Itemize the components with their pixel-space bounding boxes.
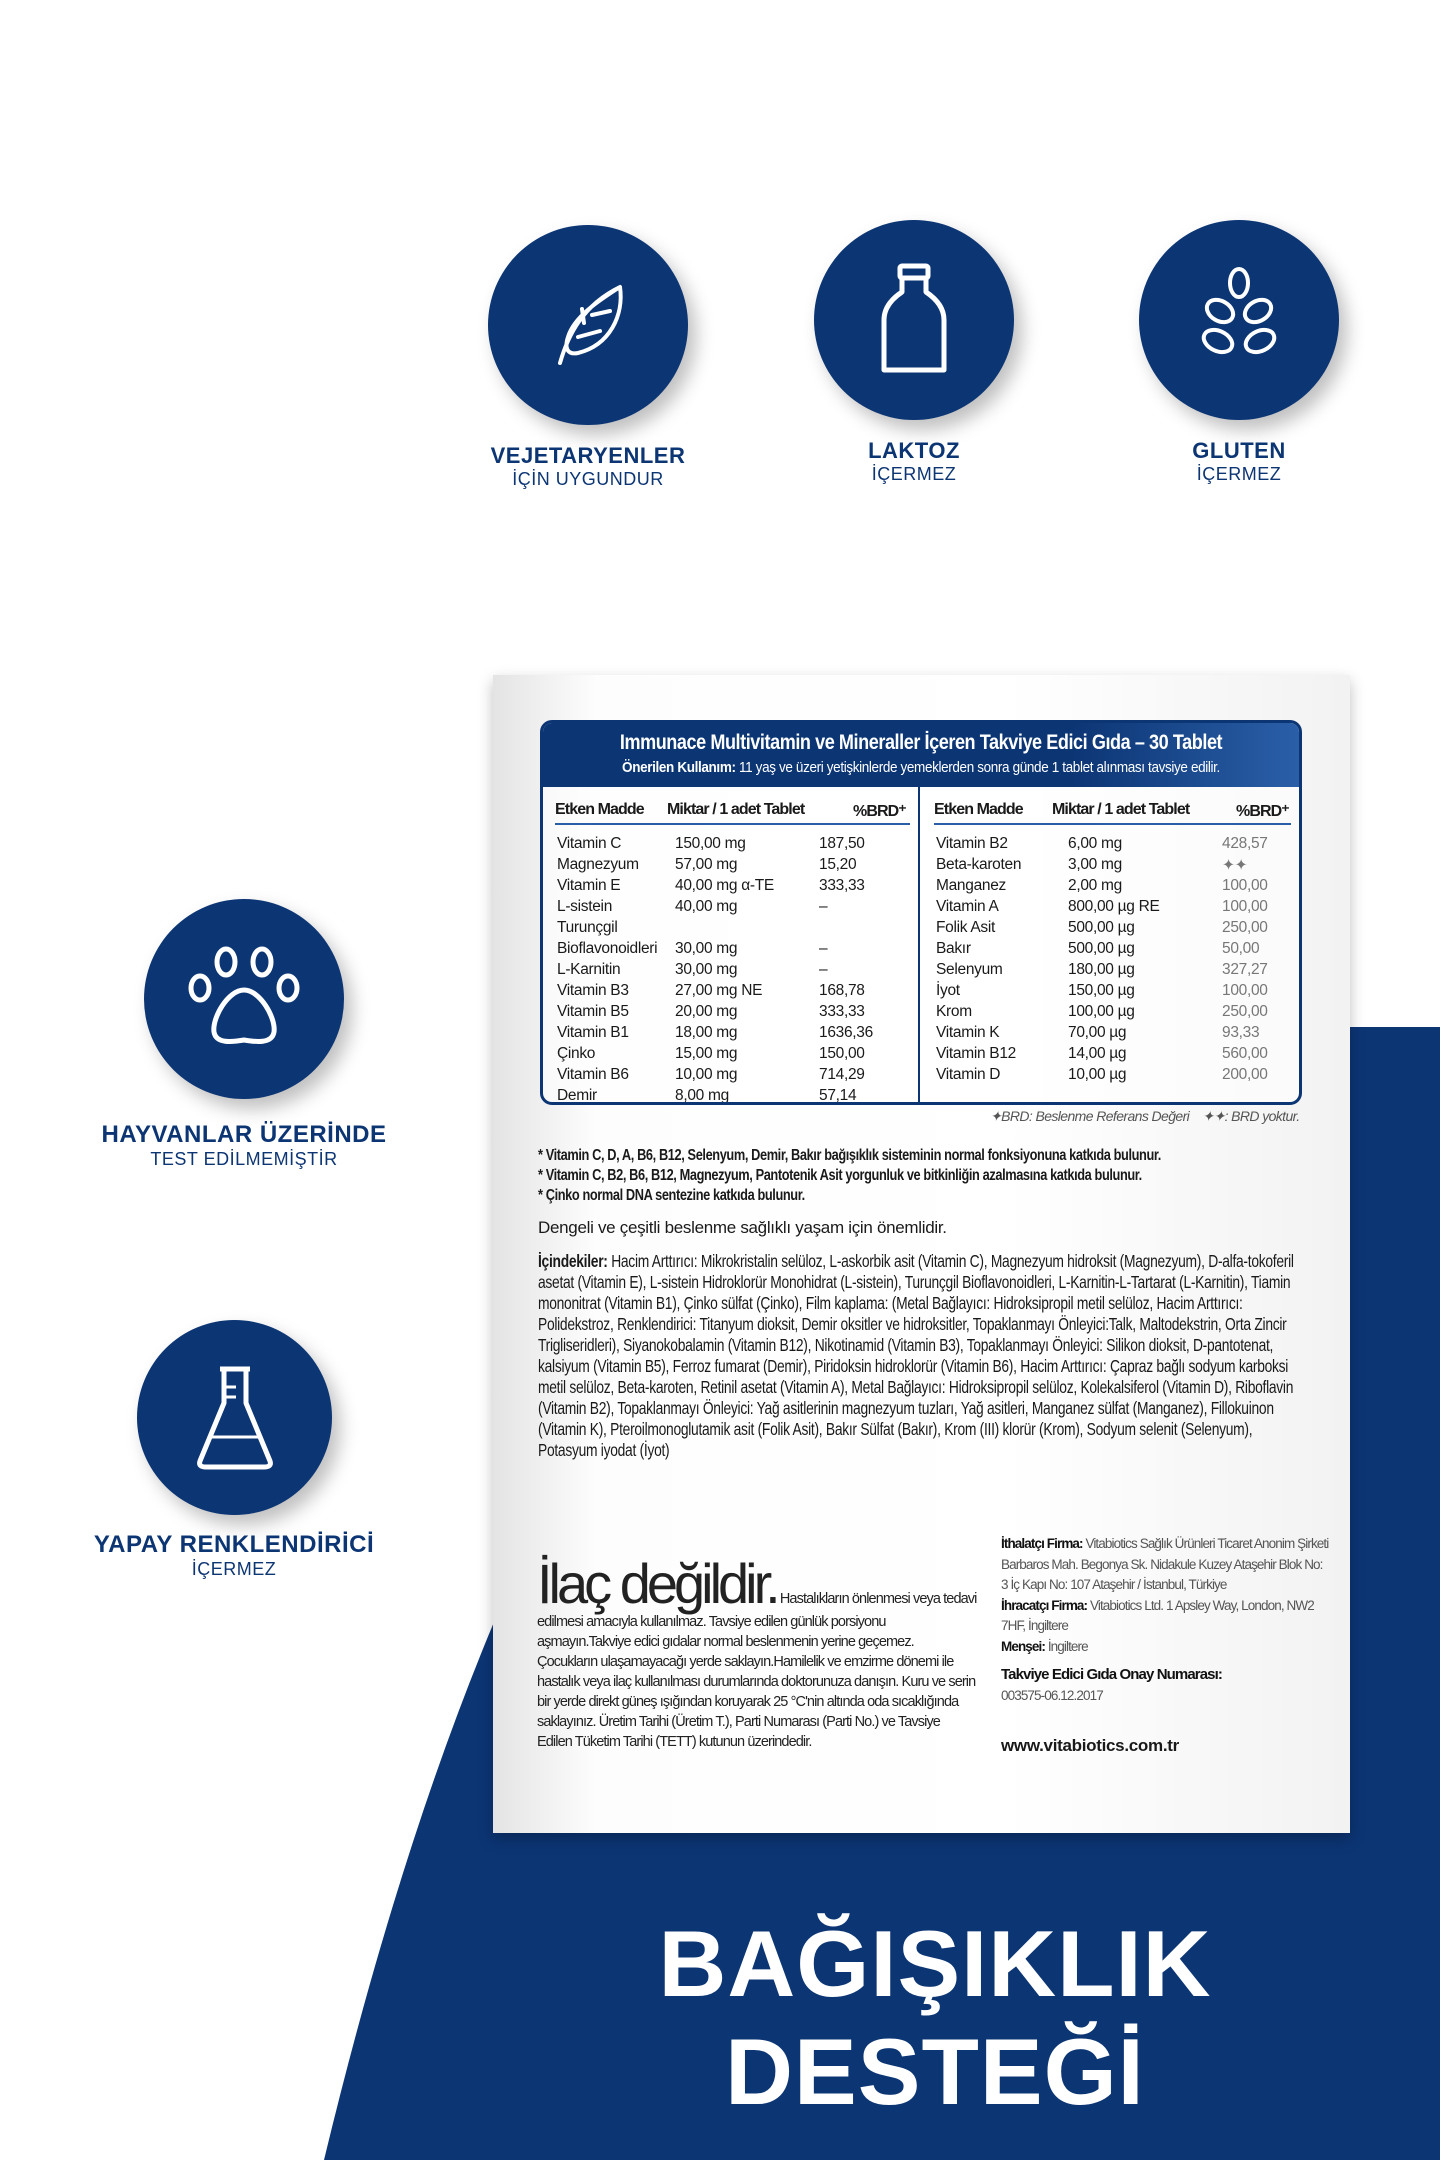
column-header: Etken Madde xyxy=(934,801,1023,818)
badge-subtitle: İÇİN UYGUNDUR xyxy=(512,469,664,489)
brd-percent: 100,00 xyxy=(1222,982,1268,999)
table-row xyxy=(557,982,910,1003)
amount: 150,00 µg xyxy=(1068,982,1135,999)
ingredient-name: L-sistein xyxy=(557,898,613,915)
ingredient-name: Vitamin B2 xyxy=(936,835,1008,852)
column-headers xyxy=(555,799,910,825)
product-title: Immunace Multivitamin ve Mineraller İçeren Takviye Edici Gıda – 30 Tablet xyxy=(619,731,1223,754)
not-drug-heading: İlaç değildir. xyxy=(537,1552,777,1615)
no-artificial-colour-badge xyxy=(137,1320,332,1515)
table-header xyxy=(543,723,1299,787)
ingredient-name: Çinko xyxy=(557,1045,596,1062)
ingredient-name: Vitamin B5 xyxy=(557,1003,629,1020)
column-header: Etken Madde xyxy=(555,801,644,818)
importer-label: İthalatçı Firma: xyxy=(1001,1536,1083,1551)
amount: 800,00 µg RE xyxy=(1068,898,1160,915)
lactose-free-badge xyxy=(814,220,1014,420)
table-row xyxy=(936,1024,1291,1045)
brd-footnote: ✦BRD: Beslenme Referans Değeri ✦✦: BRD yoktur. xyxy=(990,1108,1300,1124)
ingredient-name: Turunçgil xyxy=(557,919,618,936)
badge-title: YAPAY RENKLENDİRİCİ xyxy=(93,1531,375,1558)
milk-bottle-icon xyxy=(864,260,964,380)
brd-percent: 250,00 xyxy=(1222,1003,1268,1020)
ingredient-name: Selenyum xyxy=(936,961,1003,978)
amount: 150,00 mg xyxy=(675,835,746,852)
ingredient-name: Vitamin A xyxy=(936,898,999,915)
amount: 2,00 mg xyxy=(1068,877,1122,894)
amount: 500,00 µg xyxy=(1068,919,1135,936)
ingredients xyxy=(538,1251,1308,1461)
vegetarian-label xyxy=(408,443,768,490)
usage-value: 11 yaş ve üzeri yetişkinlerde yemeklerden sonra günde 1 tablet alınması tavsiye edilir. xyxy=(735,759,1220,776)
ingredient-name: Vitamin B3 xyxy=(557,982,629,999)
balance-statement: Dengeli ve çeşitli beslenme sağlıklı yaşam için önemlidir. xyxy=(538,1218,947,1237)
ingredient-name: Vitamin B1 xyxy=(557,1024,629,1041)
brd-percent: 200,00 xyxy=(1222,1066,1268,1083)
badge-title: GLUTEN xyxy=(1192,438,1286,463)
approval-number: 003575-06.12.2017 xyxy=(1001,1687,1103,1703)
amount: 40,00 mg xyxy=(675,898,738,915)
badge-title: LAKTOZ xyxy=(868,438,960,463)
badge-title: HAYVANLAR ÜZERİNDE xyxy=(101,1121,387,1148)
brd-percent: 150,00 xyxy=(819,1045,865,1062)
column-header: %BRD⁺ xyxy=(1236,803,1289,820)
brd-percent: 187,50 xyxy=(819,835,865,852)
ingredient-name: Folik Asit xyxy=(936,919,996,936)
brd-percent: 15,20 xyxy=(819,856,857,873)
table-body xyxy=(936,835,1291,1087)
table-row xyxy=(557,1087,910,1105)
ingredient-name: Vitamin E xyxy=(557,877,621,894)
ingredients-label: İçindekiler: xyxy=(538,1251,608,1271)
warning-text xyxy=(537,1552,977,1752)
amount: 30,00 mg xyxy=(675,961,738,978)
ingredient-name: Beta-karoten xyxy=(936,856,1022,873)
cruelty-free-label xyxy=(64,1121,424,1170)
ingredient-name: Vitamin K xyxy=(936,1024,1000,1041)
origin-value: İngiltere xyxy=(1044,1638,1088,1654)
slogan-heading: BAĞIŞIKLIK DESTEĞİ xyxy=(658,1911,1212,2124)
amount: 180,00 µg xyxy=(1068,961,1135,978)
table-row xyxy=(557,940,910,961)
gluten-free-badge xyxy=(1139,220,1339,420)
lactose-label xyxy=(734,438,1094,485)
brd-percent: 250,00 xyxy=(1222,919,1268,936)
paw-icon xyxy=(184,944,304,1054)
badge-subtitle: İÇERMEZ xyxy=(1196,464,1282,484)
brd-percent: 57,14 xyxy=(819,1087,857,1104)
table-row xyxy=(936,919,1291,940)
table-row xyxy=(936,940,1291,961)
amount: 30,00 mg xyxy=(675,940,738,957)
brd-percent: ✦✦ xyxy=(1222,857,1248,874)
badge-subtitle: TEST EDİLMEMİŞTİR xyxy=(150,1149,338,1169)
table-row xyxy=(936,835,1291,856)
brd-percent: 100,00 xyxy=(1222,877,1268,894)
column-headers xyxy=(934,799,1291,825)
importer-value: Vitabiotics Sağlık Ürünleri Ticaret Anonim Şirketi Barbaros Mah. Begonya Sk. Nidakule Kuzey Ataşehir Blok No: 3 İç Kapı No: 107 Ataşehir / İstanbul, Türkiye xyxy=(1001,1536,1329,1592)
table-body xyxy=(557,835,910,1105)
table-row xyxy=(557,877,910,898)
amount: 10,00 µg xyxy=(1068,1066,1127,1083)
amount: 15,00 mg xyxy=(675,1045,738,1062)
usage-label: Önerilen Kullanım: xyxy=(622,759,736,776)
amount: 8,00 mg xyxy=(675,1087,729,1104)
brd-percent: 560,00 xyxy=(1222,1045,1268,1062)
health-claims xyxy=(538,1146,1308,1206)
column-header: Miktar / 1 adet Tablet xyxy=(1052,801,1190,818)
column-header: Miktar / 1 adet Tablet xyxy=(667,801,805,818)
ingredient-name: Demir xyxy=(557,1087,597,1104)
gluten-label xyxy=(1059,438,1419,485)
amount: 57,00 mg xyxy=(675,856,738,873)
brd-percent: 1636,36 xyxy=(819,1024,873,1041)
amount: 20,00 mg xyxy=(675,1003,738,1020)
company-info xyxy=(1001,1534,1331,1706)
ingredient-name: Magnezyum xyxy=(557,856,639,873)
exporter-label: İhracatçı Firma: xyxy=(1001,1597,1088,1613)
exporter-value: Vitabiotics Ltd. 1 Apsley Way, London, NW2 7HF, İngiltere xyxy=(1001,1597,1314,1633)
claim: * Vitamin C, B2, B6, B12, Magnezyum, Pantotenik Asit yorgunluk ve bitkinliğin azalmasına katkıda bulunur. xyxy=(538,1167,1142,1184)
amount: 70,00 µg xyxy=(1068,1024,1127,1041)
ingredient-name: Vitamin B6 xyxy=(557,1066,629,1083)
ingredients-text: Hacim Arttırıcı: Mikrokristalin selüloz, L-askorbik asit (Vitamin C), Magnezyum hidroksit (Magnezyum), D-alfa-tokoferil asetat (Vitamin E), L-sistein Hidroklorür Monohidrat (L-sistein), Turunçgil Bioflavonoidleri, L-Karnitin-L-Tartarat (L-Karnitin), Tiamin mononitrat (Vitamin B1), Çinko sülfat (Çinko), Film kaplama: (Metal Bağlayıcı: Hidroksipropil metil selüloz, Hacim Arttırıcı: Polidekstroz, Renklendirici: Titanyum dioksit, Demir oksitler ve hidroksitler, Topaklanmayı Önleyici:Talk, Maltodekstrin, Orta Zincir Trigliseridleri), Siyanokobalamin (Vitamin B12), Nikotinamid (Vitamin B3), Topaklanmayı Önleyici: Silikon dioksit, D-pantotenat, kalsiyum (Vitamin B5), Ferroz fumarat (Demir), Piridoksin hidroklorür (Vitamin B6), Hacim Arttırıcı: Çapraz bağlı sodyum karboksi metil selüloz, Beta-karoten, Retinil asetat (Vitamin A), Metal Bağlayıcı: Hidroksipropil selüloz, Kolekalsiferol (Vitamin D), Riboflavin (Vitamin B2), Topaklanmayı Önleyici: Yağ asitlerinin magnezyum tuzları, Yağ asitleri, Manganez sülfat (Manganez), Fillokuinon (Vitamin K), Pteroilmonoglutamik asit (Folik Asit), Bakır Sülfat (Bakır), Krom (III) klorür (Krom), Sodyum selenit (Selenyum), Potasyum iyodat (İyot) xyxy=(538,1251,1294,1460)
flask-icon xyxy=(190,1363,280,1473)
table-row xyxy=(557,1024,910,1045)
amount: 6,00 mg xyxy=(1068,835,1122,852)
brd-percent: – xyxy=(819,898,828,915)
table-row xyxy=(557,1066,910,1087)
table-row xyxy=(936,961,1291,982)
badge-title: VEJETARYENLER xyxy=(490,443,686,468)
amount: 40,00 mg α-TE xyxy=(675,877,774,894)
amount: 18,00 mg xyxy=(675,1024,738,1041)
brd-percent: 428,57 xyxy=(1222,835,1268,852)
table-row xyxy=(936,898,1291,919)
ingredient-name: Vitamin B12 xyxy=(936,1045,1016,1062)
brd-percent: 100,00 xyxy=(1222,898,1268,915)
ingredient-name: Vitamin D xyxy=(936,1066,1001,1083)
no-colour-label xyxy=(54,1531,414,1580)
nutrition-table xyxy=(540,720,1302,1105)
vegetarian-badge xyxy=(488,225,688,425)
ingredient-name: Vitamin C xyxy=(557,835,622,852)
wheat-icon xyxy=(1194,265,1284,375)
table-row xyxy=(557,919,910,940)
brd-percent: 168,78 xyxy=(819,982,865,999)
table-row xyxy=(557,1045,910,1066)
brd-percent: – xyxy=(819,961,828,978)
amount: 3,00 mg xyxy=(1068,856,1122,873)
website-link[interactable]: www.vitabiotics.com.tr xyxy=(1001,1736,1179,1755)
column-header: %BRD⁺ xyxy=(853,803,906,820)
table-row xyxy=(936,1003,1291,1024)
amount: 10,00 mg xyxy=(675,1066,738,1083)
ingredient-name: L-Karnitin xyxy=(557,961,621,978)
table-row xyxy=(936,1045,1291,1066)
brd-percent: 327,27 xyxy=(1222,961,1268,978)
usage-text xyxy=(622,759,1220,776)
brd-percent: 93,33 xyxy=(1222,1024,1260,1041)
table-row xyxy=(557,856,910,877)
origin-label: Menşei: xyxy=(1001,1638,1045,1654)
table-row xyxy=(557,1003,910,1024)
claim: * Vitamin C, D, A, B6, B12, Selenyum, Demir, Bakır bağışıklık sisteminin normal fonksiyonuna katkıda bulunur. xyxy=(538,1147,1161,1164)
brd-percent: 333,33 xyxy=(819,1003,865,1020)
table-right-half xyxy=(922,787,1299,1105)
amount: 14,00 µg xyxy=(1068,1045,1127,1062)
ingredient-name: Manganez xyxy=(936,877,1006,894)
table-row xyxy=(936,856,1291,877)
brd-percent: – xyxy=(819,940,828,957)
brd-percent: 333,33 xyxy=(819,877,865,894)
table-row xyxy=(557,898,910,919)
amount: 27,00 mg NE xyxy=(675,982,763,999)
amount: 100,00 µg xyxy=(1068,1003,1135,1020)
table-row xyxy=(557,961,910,982)
badge-subtitle: İÇERMEZ xyxy=(191,1559,277,1579)
brd-percent: 50,00 xyxy=(1222,940,1260,957)
table-left-half xyxy=(543,787,920,1105)
ingredient-name: Krom xyxy=(936,1003,972,1020)
badge-subtitle: İÇERMEZ xyxy=(871,464,957,484)
ingredient-name: Bioflavonoidleri xyxy=(557,940,658,957)
amount: 500,00 µg xyxy=(1068,940,1135,957)
claim: * Çinko normal DNA sentezine katkıda bulunur. xyxy=(538,1187,805,1204)
warning-body: Hastalıkların önlenmesi veya tedavi edilmesi amacıyla kullanılmaz. Tavsiye edilen günlük porsiyonu aşmayın.Takviye edici gıdalar normal beslenmenin yerine geçemez. Çocukların ulaşamayacağı yerde saklayın.Hamilelik ve emzirme dönemi ile hastalık veya ilaç kullanılması durumlarında doktorunuza danışın. Kuru ve serin bir yerde direkt güneş ışığından koruyarak 25 °C'nin altında oda sıcaklığında saklayınız. Üretim Tarihi (Üretim T.), Parti Numarası (Parti No.) ve Tavsiye Edilen Tüketim Tarihi (TETT) kutunun üzerindedir. xyxy=(537,1591,977,1750)
approval-label: Takviye Edici Gıda Onay Numarası: xyxy=(1001,1666,1222,1683)
table-row xyxy=(936,982,1291,1003)
leaf-icon xyxy=(538,275,638,375)
table-row xyxy=(936,1066,1291,1087)
ingredient-name: İyot xyxy=(936,982,960,999)
cruelty-free-badge xyxy=(144,899,344,1099)
table-row xyxy=(557,835,910,856)
ingredient-name: Bakır xyxy=(936,940,971,957)
brd-percent: 714,29 xyxy=(819,1066,865,1083)
table-row xyxy=(936,877,1291,898)
